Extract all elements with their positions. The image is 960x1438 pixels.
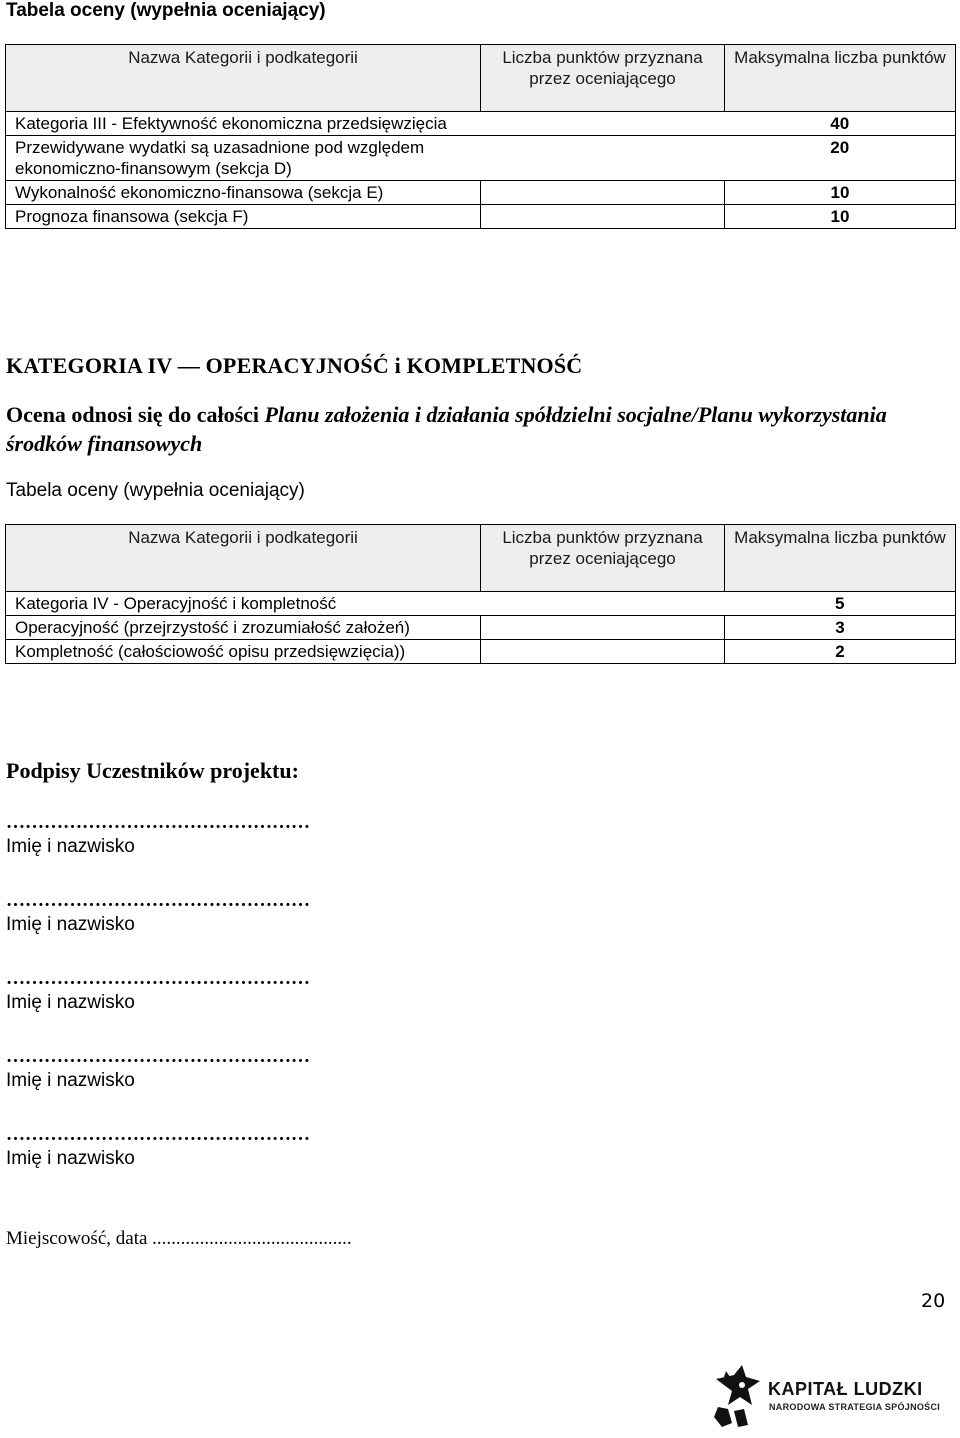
table-row <box>6 181 956 205</box>
awarded-points-cell[interactable] <box>481 616 725 640</box>
signature-label: Imię i nazwisko <box>6 1148 135 1169</box>
header-max-points: Maksymalna liczba punktów <box>725 525 956 592</box>
table-row <box>6 112 956 136</box>
awarded-points-cell[interactable] <box>481 640 725 664</box>
signature-line[interactable]: ………………………………………… <box>6 968 310 989</box>
awarded-points-cell[interactable] <box>481 112 725 136</box>
logo-subtitle: NARODOWA STRATEGIA SPÓJNOŚCI <box>769 1402 941 1412</box>
table1-title: Tabela oceny (wypełnia oceniający) <box>6 0 326 21</box>
category-name-cell: Wykonalność ekonomiczno-finansowa (sekcja E) <box>6 181 481 205</box>
signature-label: Imię i nazwisko <box>6 836 135 857</box>
page-number: 20 <box>921 1290 946 1312</box>
max-points-cell: 5 <box>725 592 956 616</box>
max-points-cell: 2 <box>725 640 956 664</box>
awarded-points-cell[interactable] <box>481 181 725 205</box>
awarded-points-cell[interactable] <box>481 592 725 616</box>
table-row <box>6 136 956 181</box>
signature-line[interactable]: ………………………………………… <box>6 890 310 911</box>
header-awarded-points: Liczba punktów przyznana przez oceniającego <box>481 45 725 112</box>
category-name-cell: Operacyjność (przejrzystość i zrozumiałość założeń) <box>6 616 481 640</box>
signatures-title: Podpisy Uczestników projektu: <box>6 758 299 783</box>
signature-line[interactable]: ………………………………………… <box>6 1124 310 1145</box>
header-awarded-points: Liczba punktów przyznana przez oceniającego <box>481 525 725 592</box>
signature-line[interactable]: ………………………………………… <box>6 1046 310 1067</box>
evaluation-table-category-4 <box>5 524 956 664</box>
table-header-row <box>6 45 956 112</box>
description-plan-name: Planu założenia i działania spółdzielni socjalne/Planu wykorzystania środków finansowych <box>6 402 887 456</box>
awarded-points-cell[interactable] <box>481 205 725 229</box>
max-points-cell: 10 <box>725 205 956 229</box>
logo-title: KAPITAŁ LUDZKI <box>768 1379 923 1399</box>
signature-label: Imię i nazwisko <box>6 1070 135 1091</box>
header-category-name: Nazwa Kategorii i podkategorii <box>6 525 481 592</box>
place-date-field[interactable]: Miejscowość, data .......................................... <box>6 1228 352 1249</box>
evaluation-table-category-3 <box>5 44 956 229</box>
table-header-row <box>6 525 956 592</box>
max-points-cell: 40 <box>725 112 956 136</box>
section-description <box>6 400 951 458</box>
header-category-name: Nazwa Kategorii i podkategorii <box>6 45 481 112</box>
table-row <box>6 640 956 664</box>
category-name-cell: Przewidywane wydatki są uzasadnione pod względem ekonomiczno-finansowym (sekcja D) <box>6 136 481 181</box>
table-row <box>6 592 956 616</box>
category-name-cell: Kategoria IV - Operacyjność i kompletność <box>6 592 481 616</box>
kapital-ludzki-star-logo-icon <box>712 1365 762 1427</box>
description-prefix: Ocena odnosi się do całości <box>6 402 265 427</box>
signature-label: Imię i nazwisko <box>6 992 135 1013</box>
category-name-cell: Prognoza finansowa (sekcja F) <box>6 205 481 229</box>
max-points-cell: 20 <box>725 136 956 181</box>
table-row <box>6 616 956 640</box>
table2-title: Tabela oceny (wypełnia oceniający) <box>6 480 305 501</box>
max-points-cell: 3 <box>725 616 956 640</box>
section-heading: KATEGORIA IV — OPERACYJNOŚĆ i KOMPLETNOŚĆ <box>6 353 583 378</box>
category-name-cell: Kompletność (całościowość opisu przedsięwzięcia)) <box>6 640 481 664</box>
signature-line[interactable]: ………………………………………… <box>6 812 310 833</box>
signature-label: Imię i nazwisko <box>6 914 135 935</box>
header-max-points: Maksymalna liczba punktów <box>725 45 956 112</box>
awarded-points-cell[interactable] <box>481 136 725 181</box>
table-row <box>6 205 956 229</box>
category-name-cell: Kategoria III - Efektywność ekonomiczna przedsięwzięcia <box>6 112 481 136</box>
max-points-cell: 10 <box>725 181 956 205</box>
